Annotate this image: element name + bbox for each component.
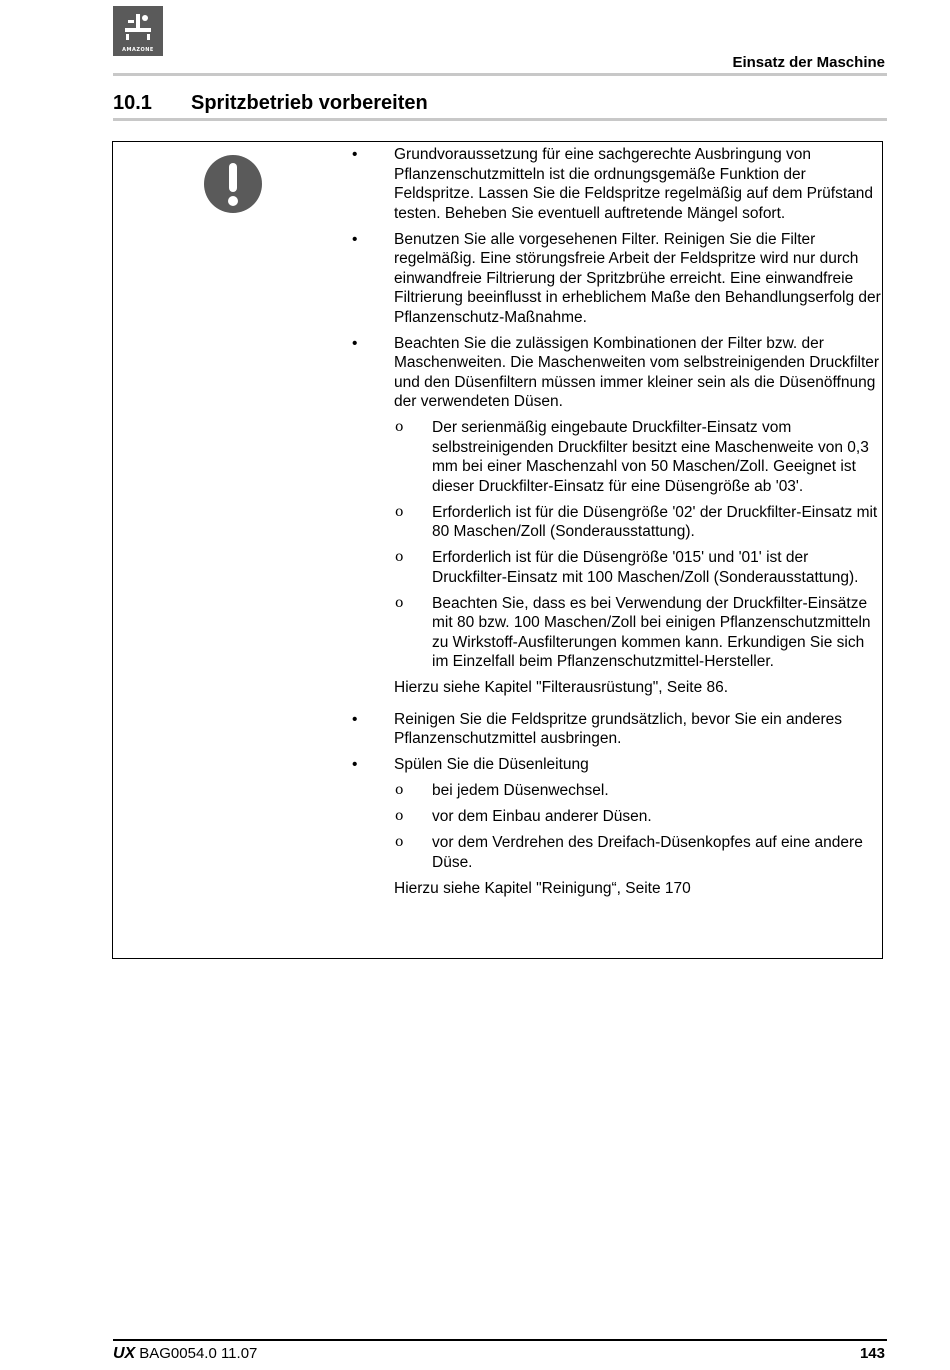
sub-item: [338, 418, 883, 496]
sub-item: [338, 503, 883, 542]
sub-item-text: Erforderlich ist für die Düsengröße '02' der Druckfilter-Einsatz mit 80 Maschen/Zoll (Sonderausstattung).: [432, 503, 878, 540]
amazone-logo-icon: [113, 6, 163, 56]
list-item-text: Grundvoraussetzung für eine sachgerechte Ausbringung von Pflanzenschutzmitteln ist die ordnungsgemäße Funktion der Feldspritze. Lassen Sie die Feldspritze regelmäßig auf dem Prüfstand testen. Beheben Sie eventuell auftretende Mängel sofort.: [394, 146, 874, 222]
sub-item-text: bei jedem Düsenwechsel.: [432, 782, 609, 799]
list-item-text: Reinigen Sie die Feldspritze grundsätzlich, bevor Sie ein anderes Pflanzenschutzmittel ausbringen.: [394, 710, 843, 747]
logo-figure: [122, 12, 154, 42]
list-item-text: Beachten Sie die zulässigen Kombinationen der Filter bzw. der Maschenweiten. Die Maschenweiten vom selbstreinigenden Druckfilter und den Düsenfiltern müssen immer kleiner sein als die Düsenöffnung der verwendeten Düsen.: [394, 334, 880, 410]
sub-bullet-icon: ο: [395, 594, 404, 611]
list-item: [338, 334, 883, 412]
sub-bullet-icon: ο: [395, 782, 404, 798]
list-item: [338, 755, 883, 775]
list-item: [338, 145, 883, 223]
list-item-text: Benutzen Sie alle vorgesehenen Filter. Reinigen Sie die Filter regelmäßig. Eine störungsfreie Arbeit der Feldspritze wird nur durch einwandfreie Filtrierung der Spritzbrühe erreicht. Eine einwandfreie Filtrierung beeinflusst in erheblichem Maße den Behandlungserfolg der Pflanzenschutz-Maßnahme.: [394, 230, 881, 326]
sub-item: [338, 781, 883, 801]
sub-item-text: Der serienmäßig eingebaute Druckfilter-Einsatz vom selbstreinigenden Druckfilter besitzt eine Maschenweite von 0,3 mm bei einer Maschenzahl von 50 Maschen/Zoll. Geeignet ist dieser Druckfilter-Einsatz für eine Düsengröße ab '03'.: [432, 419, 869, 495]
list-item: [338, 230, 883, 328]
sub-bullet-icon: ο: [395, 549, 404, 565]
cross-reference-filter: Hierzu siehe Kapitel "Filterausrüstung", Seite 86.: [394, 679, 729, 696]
sub-bullet-icon: ο: [395, 834, 404, 850]
chapter-rule: [113, 118, 887, 121]
running-head: Einsatz der Maschine: [732, 54, 885, 71]
bullet-icon: •: [352, 230, 358, 248]
sub-bullet-icon: ο: [395, 808, 404, 824]
header-rule: [113, 73, 887, 76]
doc-code: BAG0054.0 11.07: [139, 1345, 258, 1362]
bullet-icon: •: [352, 756, 358, 773]
sub-item: [338, 594, 883, 672]
instruction-list: [338, 145, 883, 898]
chapter-title: Spritzbetrieb vorbereiten: [191, 92, 428, 114]
exclamation-circle-icon: [204, 155, 262, 213]
chapter-heading: [113, 92, 428, 115]
list-item: [338, 710, 883, 749]
bullet-icon: •: [352, 710, 358, 728]
sub-bullet-icon: ο: [395, 419, 404, 435]
sub-item-text: Beachten Sie, dass es bei Verwendung der Druckfilter-Einsätze mit 80 bzw. 100 Maschen/Zoll bei einigen Pflanzenschutzmitteln zu Wirkstoff-Ausfilterungen kommen kann. Erkundigen Sie sich im Einzelfall beim Pflanzenschutzmittel-Hersteller.: [432, 594, 871, 670]
bullet-icon: •: [352, 146, 358, 163]
footer-doc-info: [113, 1345, 257, 1363]
cross-reference-cleaning: Hierzu siehe Kapitel "Reinigung“, Seite 170: [394, 879, 691, 897]
sub-item: [338, 548, 883, 587]
sub-item: [338, 807, 883, 827]
sub-item: [338, 833, 883, 872]
chapter-number: 10.1: [113, 92, 152, 114]
product-code: UX: [113, 1345, 136, 1362]
page-number: 143: [859, 1345, 885, 1362]
logo-wordmark: AMAZONE: [122, 47, 154, 53]
bullet-icon: •: [352, 334, 358, 352]
sub-item-text: vor dem Einbau anderer Düsen.: [432, 808, 652, 825]
sub-item-text: Erforderlich ist für die Düsengröße '015' und '01' ist der Druckfilter-Einsatz mit 100 Maschen/Zoll (Sonderausstattung).: [432, 549, 859, 586]
footer-rule: [113, 1339, 887, 1341]
list-item-text: Spülen Sie die Düsenleitung: [394, 756, 589, 773]
sub-item-text: vor dem Verdrehen des Dreifach-Düsenkopfes auf eine andere Düse.: [432, 834, 863, 871]
sub-bullet-icon: ο: [395, 503, 404, 520]
